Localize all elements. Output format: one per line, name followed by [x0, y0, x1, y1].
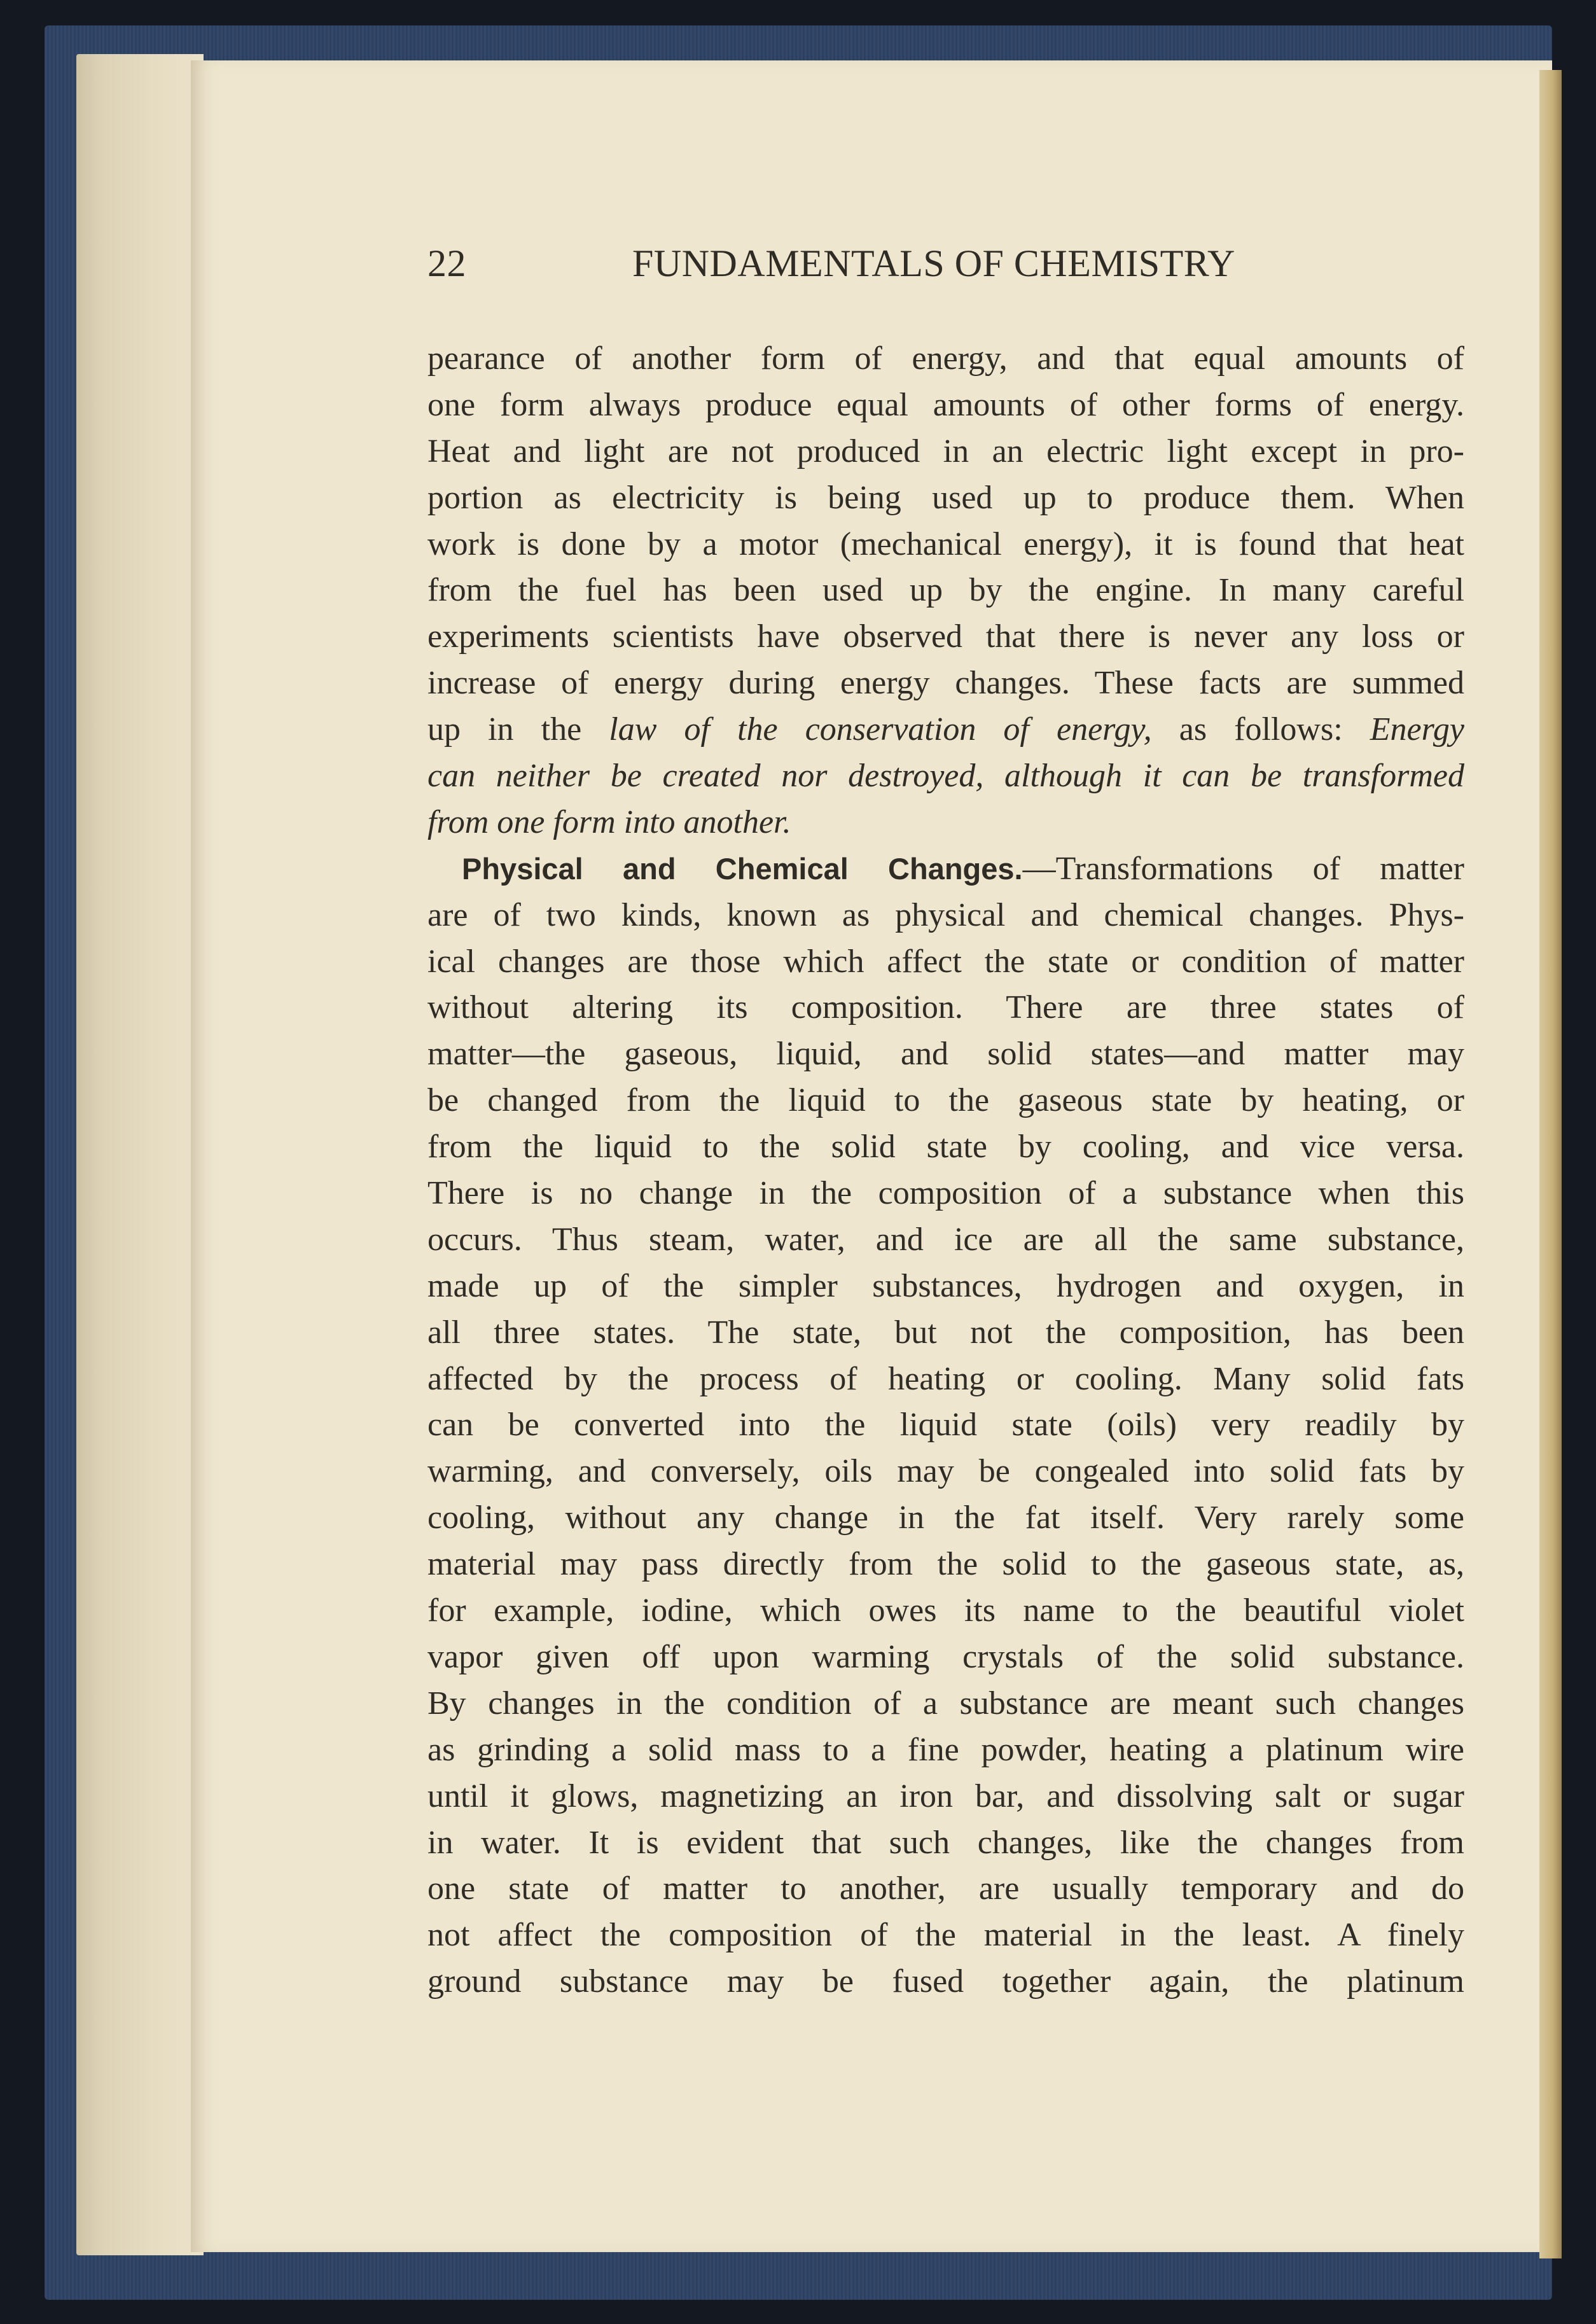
- text-line: warming, and conversely, oils may be congealed into solid fats by: [427, 1453, 1464, 1490]
- text-line: work is done by a motor (mechanical energy), it is found that heat: [427, 525, 1464, 562]
- text-line: ical changes are those which affect the state or condition of matter: [427, 943, 1464, 980]
- text-line: one state of matter to another, are usually temporary and do: [427, 1870, 1464, 1907]
- text-line: all three states. The state, but not the composition, has been: [427, 1314, 1464, 1351]
- page-stack-left-edge: [76, 54, 204, 2255]
- text-line: can be converted into the liquid state (oils) very readily by: [427, 1407, 1464, 1444]
- running-head: FUNDAMENTALS OF CHEMISTRY: [632, 242, 1235, 284]
- law-statement-line: can neither be created nor destroyed, although it can be transformed: [427, 758, 1464, 795]
- text-line: cooling, without any change in the fat itself. Very rarely some: [427, 1499, 1464, 1536]
- text-line: ground substance may be fused together again, the platinum: [427, 1963, 1464, 2000]
- text-line: from the fuel has been used up by the engine. In many careful: [427, 572, 1464, 609]
- text-line: pearance of another form of energy, and that equal amounts of: [427, 340, 1464, 377]
- text-line: are of two kinds, known as physical and chemical changes. Phys-: [427, 896, 1464, 933]
- page-number: 22: [427, 242, 466, 284]
- text-line: for example, iodine, which owes its name to the beautiful violet: [427, 1592, 1464, 1629]
- page-header: [427, 242, 1261, 299]
- text-line: made up of the simpler substances, hydrogen and oxygen, in: [427, 1267, 1464, 1304]
- text-line: occurs. Thus steam, water, and ice are all the same substance,: [427, 1221, 1464, 1258]
- text-line: be changed from the liquid to the gaseous state by heating, or: [427, 1082, 1464, 1119]
- text-line: not affect the composition of the material in the least. A finely: [427, 1917, 1464, 1954]
- text-line-conservation-law: [427, 707, 1464, 753]
- text-line: matter—the gaseous, liquid, and solid states—and matter may: [427, 1036, 1464, 1073]
- text-line: as grinding a solid mass to a fine powder, heating a platinum wire: [427, 1731, 1464, 1768]
- text-line: in water. It is evident that such changes, like the changes from: [427, 1824, 1464, 1861]
- text-line: material may pass directly from the solid to the gaseous state, as,: [427, 1546, 1464, 1583]
- text-line: By changes in the condition of a substance are meant such changes: [427, 1685, 1464, 1722]
- text-line: experiments scientists have observed that there is never any loss or: [427, 618, 1464, 655]
- text-line: Heat and light are not produced in an electric light except in pro-: [427, 433, 1464, 470]
- section-heading-line: [427, 846, 1464, 893]
- text-run: up in the: [427, 711, 609, 748]
- page-stack-right-edge: [1539, 70, 1562, 2258]
- section-heading: Physical and Chemical Changes.: [462, 851, 1023, 886]
- text-line: There is no change in the composition of a substance when this: [427, 1175, 1464, 1212]
- law-statement-italic: Energy: [1370, 711, 1464, 748]
- text-line: without altering its composition. There are three states of: [427, 989, 1464, 1026]
- law-statement-line: from one form into another.: [427, 804, 791, 840]
- law-name-italic: law of the conservation of energy,: [609, 711, 1152, 748]
- text-line: affected by the process of heating or cooling. Many solid fats: [427, 1360, 1464, 1397]
- text-run: —Transformations of matter: [1022, 850, 1464, 887]
- text-line: from the liquid to the solid state by cooling, and vice versa.: [427, 1129, 1464, 1165]
- text-line: one form always produce equal amounts of other forms of energy.: [427, 386, 1464, 423]
- text-run: as follows:: [1151, 711, 1370, 748]
- text-line: portion as electricity is being used up to produce them. When: [427, 479, 1464, 516]
- body-text: [427, 336, 1464, 2005]
- text-line: increase of energy during energy changes. These facts are summed: [427, 665, 1464, 702]
- text-line: until it glows, magnetizing an iron bar, and dissolving salt or sugar: [427, 1778, 1464, 1814]
- text-line: vapor given off upon warming crystals of the solid substance.: [427, 1638, 1464, 1675]
